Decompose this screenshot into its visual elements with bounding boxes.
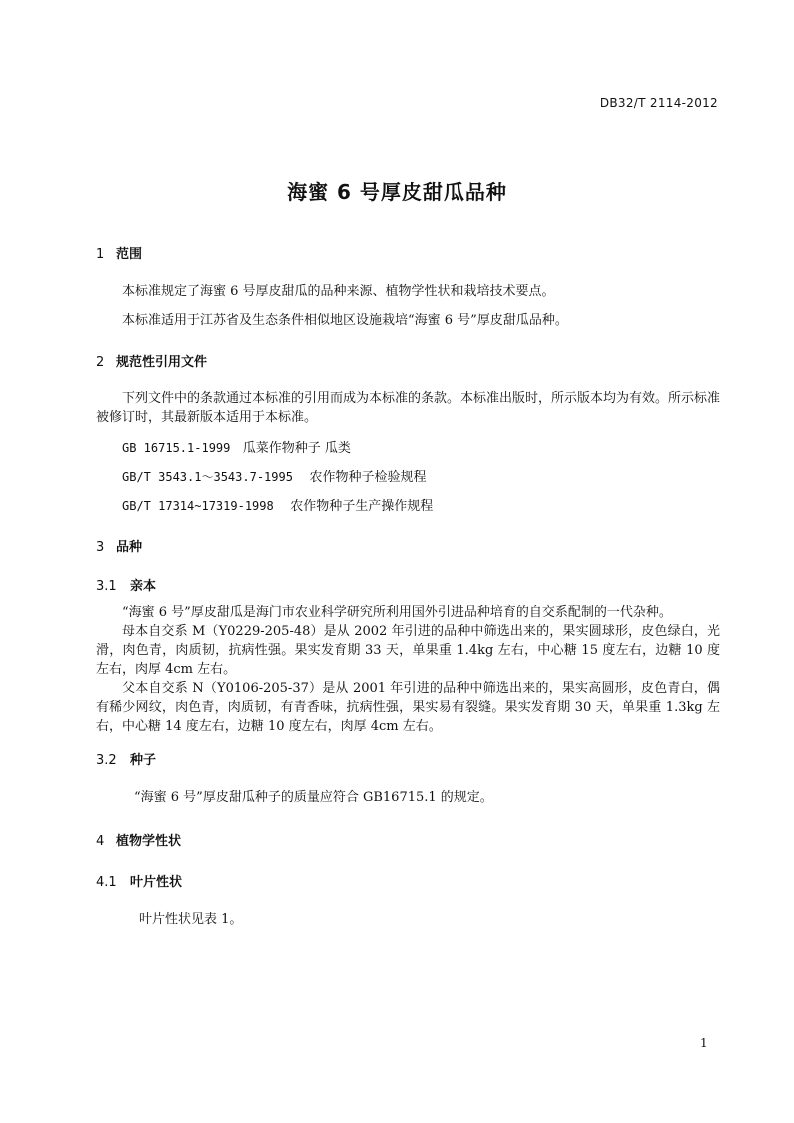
section-title: 规范性引用文件 [116, 355, 208, 370]
reference-code: GB/T 17314~17319-1998 [122, 499, 274, 513]
section-title: 品种 [116, 540, 143, 555]
paragraph: “海蜜 6 号”厚皮甜瓜是海门市农业科学研究所利用国外引进品种培育的自交系配制的一代杂种。 [122, 605, 672, 620]
section-title: 亲本 [130, 579, 157, 594]
document-title: 海蜜 6 号厚皮甜瓜品种 [287, 180, 507, 204]
paragraph: 母本自交系 M（Y0229-205-48）是从 2002 年引进的品种中筛选出来的，果实圆球形，皮色绿白，光滑，肉色青，肉质韧，抗病性强。果实发育期 33 天，单果重 1.4kg 左右，中心糖 15 度左右，边糖 10 度左右，肉厚 4cm 左右。 [96, 624, 720, 677]
section-heading-4 [96, 830, 181, 849]
paragraph: “海蜜 6 号”厚皮甜瓜种子的质量应符合 GB16715.1 的规定。 [134, 790, 493, 805]
page-number: 1 [700, 1036, 708, 1050]
section-number: 3 [96, 540, 105, 555]
paragraph: 本标准适用于江苏省及生态条件相似地区设施栽培“海蜜 6 号”厚皮甜瓜品种。 [122, 313, 568, 328]
section-number: 3.1 [96, 579, 117, 594]
section-heading-3 [96, 536, 142, 555]
subsection-heading-3-2 [96, 749, 156, 768]
paragraph: 本标准规定了海蜜 6 号厚皮甜瓜的品种来源、植物学性状和栽培技术要点。 [122, 284, 555, 299]
section-number: 1 [96, 247, 105, 262]
section-number: 4.1 [96, 875, 117, 890]
section-title: 叶片性状 [130, 875, 183, 890]
section-heading-2 [96, 351, 207, 370]
reference-name: 瓜菜作物种子 瓜类 [242, 441, 351, 456]
subsection-heading-3-1 [96, 575, 156, 594]
document-code: DB32/T 2114-2012 [599, 96, 718, 110]
paragraph: 父本自交系 N（Y0106-205-37）是从 2001 年引进的品种中筛选出来的，果实高圆形，皮色青白，偶有稀少网纹，肉色青，肉质韧，有青香味，抗病性强，果实易有裂缝。果实发育期 30 天，单果重 1.3kg 左右，中心糖 14 度左右，边糖 10 度左右，肉厚 4cm 左右。 [96, 681, 720, 734]
reference-code: GB/T 3543.1～3543.7-1995 [122, 470, 293, 484]
subsection-heading-4-1 [96, 871, 182, 890]
reference-item [122, 495, 433, 514]
section-title: 范围 [116, 247, 143, 262]
reference-name: 农作物种子检验规程 [309, 470, 427, 485]
section-title: 植物学性状 [116, 834, 182, 849]
reference-item [122, 437, 351, 456]
section-number: 2 [96, 355, 105, 370]
reference-code: GB 16715.1-1999 [122, 441, 231, 455]
reference-item [122, 466, 427, 485]
paragraph: 下列文件中的条款通过本标准的引用而成为本标准的条款。本标准出版时，所示版本均为有效。所示标准被修订时，其最新版本适用于本标准。 [96, 391, 721, 425]
section-number: 4 [96, 834, 105, 849]
reference-name: 农作物种子生产操作规程 [290, 499, 434, 514]
section-heading-1 [96, 243, 142, 262]
section-number: 3.2 [96, 753, 117, 768]
section-title: 种子 [130, 753, 157, 768]
paragraph: 叶片性状见表 1。 [139, 912, 243, 927]
